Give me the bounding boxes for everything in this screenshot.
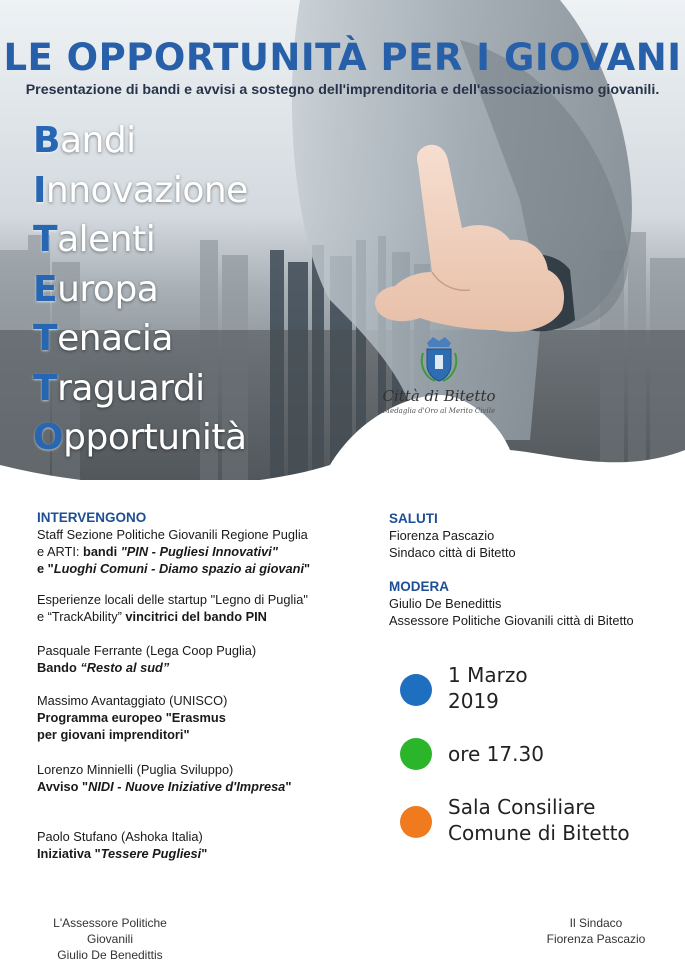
acrostic-word: Traguardi (33, 367, 205, 409)
speaker-line: e ARTI: bandi "PIN - Pugliesi Innovativi" (37, 544, 278, 559)
speaker-line: Esperienze locali delle startup "Legno di Puglia" (37, 592, 308, 607)
event-place (400, 794, 680, 854)
event-date (400, 662, 680, 722)
speaker-block (37, 642, 256, 676)
saluti-name: Fiorenza Pascazio (389, 528, 495, 543)
speaker-block (37, 692, 227, 743)
time-dot-icon (400, 738, 432, 770)
speaker-line: Programma europeo "Erasmus (37, 710, 226, 725)
event-place-line: Sala Consiliare (448, 795, 596, 819)
footer-left-title: L'Assessore Politiche Giovanili (53, 916, 167, 946)
acrostic-word: Bandi (33, 120, 136, 161)
footer-assessore (30, 915, 190, 963)
acrostic-word: Talenti (33, 219, 156, 260)
speaker-block (37, 526, 310, 577)
city-medal-caption: Medaglia d'Oro al Merito Civile (382, 407, 496, 415)
speaker-line: Paolo Stufano (Ashoka Italia) (37, 829, 203, 844)
page-title: LE OPPORTUNITÀ PER I GIOVANI (3, 36, 682, 79)
place-dot-icon (400, 806, 432, 838)
acrostic-word: Europa (33, 268, 159, 310)
speaker-line: e "Luoghi Comuni - Diamo spazio ai giovani" (37, 561, 311, 576)
event-place-line: Comune di Bitetto (448, 821, 630, 845)
event-date-year: 2019 (448, 689, 499, 713)
coat-of-arms-icon (419, 335, 459, 383)
modera-role: Assessore Politiche Giovanili città di Bitetto (389, 613, 634, 628)
footer-sindaco (536, 915, 656, 947)
event-time (400, 738, 680, 772)
speaker-line: Bando “Resto al sud” (37, 660, 170, 675)
event-date-text (448, 662, 528, 714)
intervengono-heading: INTERVENGONO (37, 510, 147, 525)
modera-name: Giulio De Benedittis (389, 596, 502, 611)
event-place-text (448, 794, 630, 846)
city-name: Città di Bitetto (382, 387, 496, 405)
footer-left-name: Giulio De Benedittis (57, 948, 163, 962)
acrostic-word: Tenacia (33, 318, 173, 359)
speaker-line: Staff Sezione Politiche Giovanili Regione Puglia (37, 527, 308, 542)
date-dot-icon (400, 674, 432, 706)
speaker-line: per giovani imprenditori" (37, 727, 190, 742)
saluti-role: Sindaco città di Bitetto (389, 545, 516, 560)
event-time-text: ore 17.30 (448, 742, 544, 766)
page-subtitle: Presentazione di bandi e avvisi a sostegno dell'imprenditoria e dell'associazionismo giovanili. (25, 82, 660, 98)
footer-right-name: Fiorenza Pascazio (546, 932, 646, 946)
greetings-section (389, 510, 679, 629)
acrostic-word: Innovazione (33, 169, 248, 211)
speaker-line: Pasquale Ferrante (Lega Coop Puglia) (37, 643, 257, 658)
speaker-line: Avviso "NIDI - Nuove Iniziative d'Impresa" (37, 779, 292, 794)
modera-heading: MODERA (389, 579, 449, 594)
event-date-day: 1 Marzo (448, 663, 528, 687)
acrostic-word: Opportunità (33, 417, 247, 458)
white-wave-divider (0, 395, 685, 500)
saluti-heading: SALUTI (389, 511, 438, 526)
speaker-line: Iniziativa "Tessere Pugliesi" (37, 846, 208, 861)
city-logo (374, 335, 504, 415)
speaker-block (37, 828, 207, 862)
speaker-block (37, 761, 291, 795)
speaker-line: Massimo Avantaggiato (UNISCO) (37, 693, 228, 708)
footer-right-title: Il Sindaco (569, 916, 623, 930)
speaker-block (37, 591, 308, 625)
speaker-line: Lorenzo Minnielli (Puglia Sviluppo) (37, 762, 234, 777)
speaker-line: e “TrackAbility” vincitrici del bando PIN (37, 609, 267, 624)
